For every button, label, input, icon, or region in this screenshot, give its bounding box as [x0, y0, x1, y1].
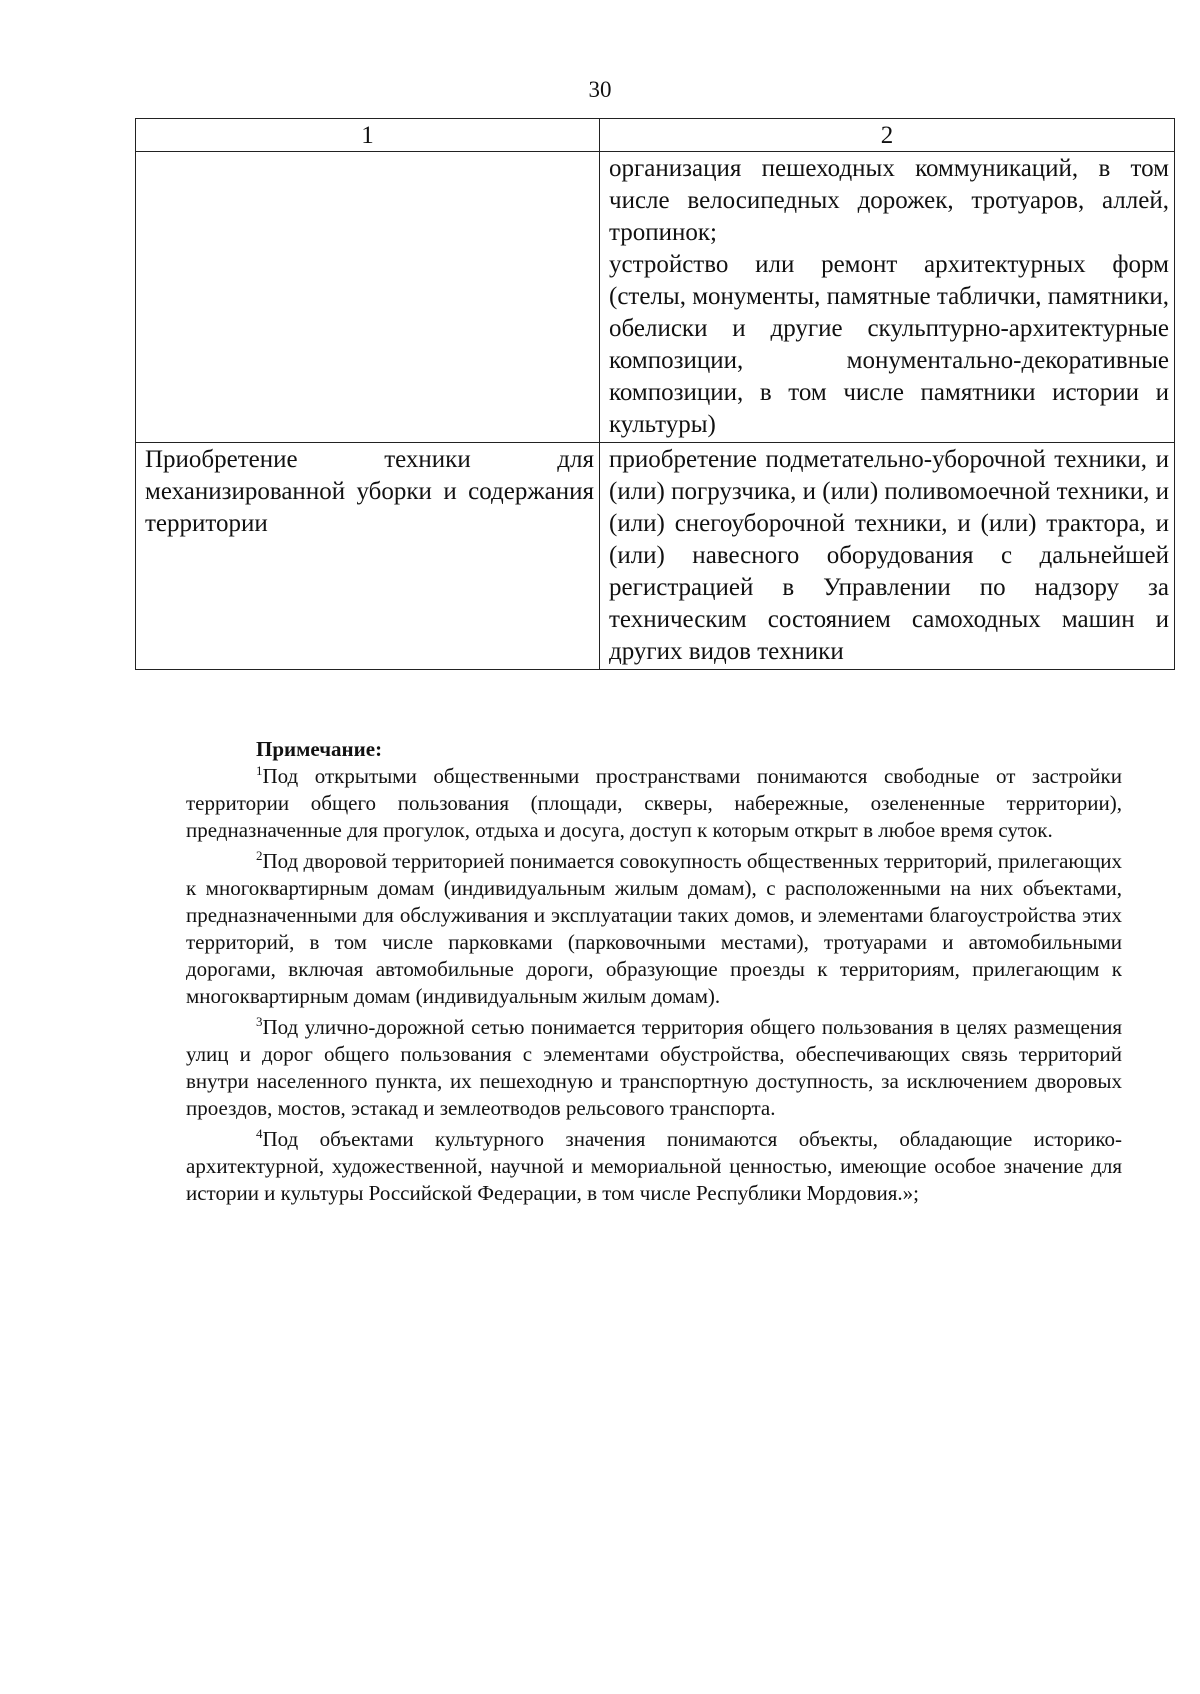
footnote-text: Под открытыми общественными пространствами понимаются свободные от застройки территории общего пользования (площади, скверы, набережные, озелененные территории), предназначенные для прогулок, отдыха и досуга, доступ к которым открыт в любое время суток. [186, 764, 1122, 842]
table-cell-col1: Приобретение техники для механизированной уборки и содержания территории [136, 443, 600, 670]
cell-paragraph: приобретение подметательно-уборочной техники, и (или) погрузчика, и (или) поливомоечной техники, и (или) снегоуборочной техники, и (или) трактора, и (или) навесного оборудования с дальнейшей регистрацией в Управлении по надзору за техническим состоянием самоходных машин и других видов техники [609, 446, 1169, 665]
table-header-col2: 2 [600, 119, 1175, 152]
footnote-text: Под объектами культурного значения понимаются объекты, обладающие историко-архитектурной, художественной, научной и мемориальной ценностью, имеющие особое значение для истории и культуры Российской Федерации, в том числе Республики Мордовия.»; [186, 1127, 1122, 1205]
cell-paragraph: устройство или ремонт архитектурных форм (стелы, монументы, памятные таблички, памятники, обелиски и другие скульптурно-архитектурные композиции, монументально-декоративные композиции, в том числе памятники истории и культуры) [609, 251, 1169, 438]
footnote-2 [186, 848, 1122, 1010]
footnote-3 [186, 1014, 1122, 1122]
cell-paragraph: организация пешеходных коммуникаций, в том числе велосипедных дорожек, тротуаров, аллей, тропинок; [609, 155, 1169, 246]
footnote-marker: 1 [256, 763, 263, 778]
footnote-marker: 3 [256, 1014, 263, 1029]
footnote-marker: 4 [256, 1126, 263, 1141]
footnote-text: Под дворовой территорией понимается совокупность общественных территорий, прилегающих к многоквартирным домам (индивидуальным жилым домам), с расположенными на них объектами, предназначенными для обслуживания и эксплуатации таких домов, и элементами благоустройства этих территорий, в том числе парковками (парковочными местами), тротуарами и автомобильными дорогами, включая автомобильные дороги, образующие проезды к территориям, прилегающим к многоквартирным домам (индивидуальным жилым домам). [186, 849, 1122, 1008]
footnote-text: Под улично-дорожной сетью понимается территория общего пользования в целях размещения улиц и дорог общего пользования с элементами обустройства, обеспечивающих связь территорий внутри населенного пункта, их пешеходную и транспортную доступность, за исключением дворовых проездов, мостов, эстакад и землеотводов рельсового транспорта. [186, 1015, 1122, 1120]
table-header-row [136, 119, 1175, 152]
table-cell-col1 [136, 152, 600, 443]
table-cell-col2 [600, 443, 1175, 670]
footnote-marker: 2 [256, 848, 263, 863]
table-cell-col2 [600, 152, 1175, 443]
table-row [136, 443, 1175, 670]
footnote-1 [186, 763, 1122, 844]
footnote-4 [186, 1126, 1122, 1207]
table-row [136, 152, 1175, 443]
page-number: 30 [588, 77, 612, 102]
notes-title: Примечание: [256, 737, 383, 761]
table-header-col1: 1 [136, 119, 600, 152]
measures-table [135, 118, 1175, 670]
notes-section [186, 736, 1122, 1211]
